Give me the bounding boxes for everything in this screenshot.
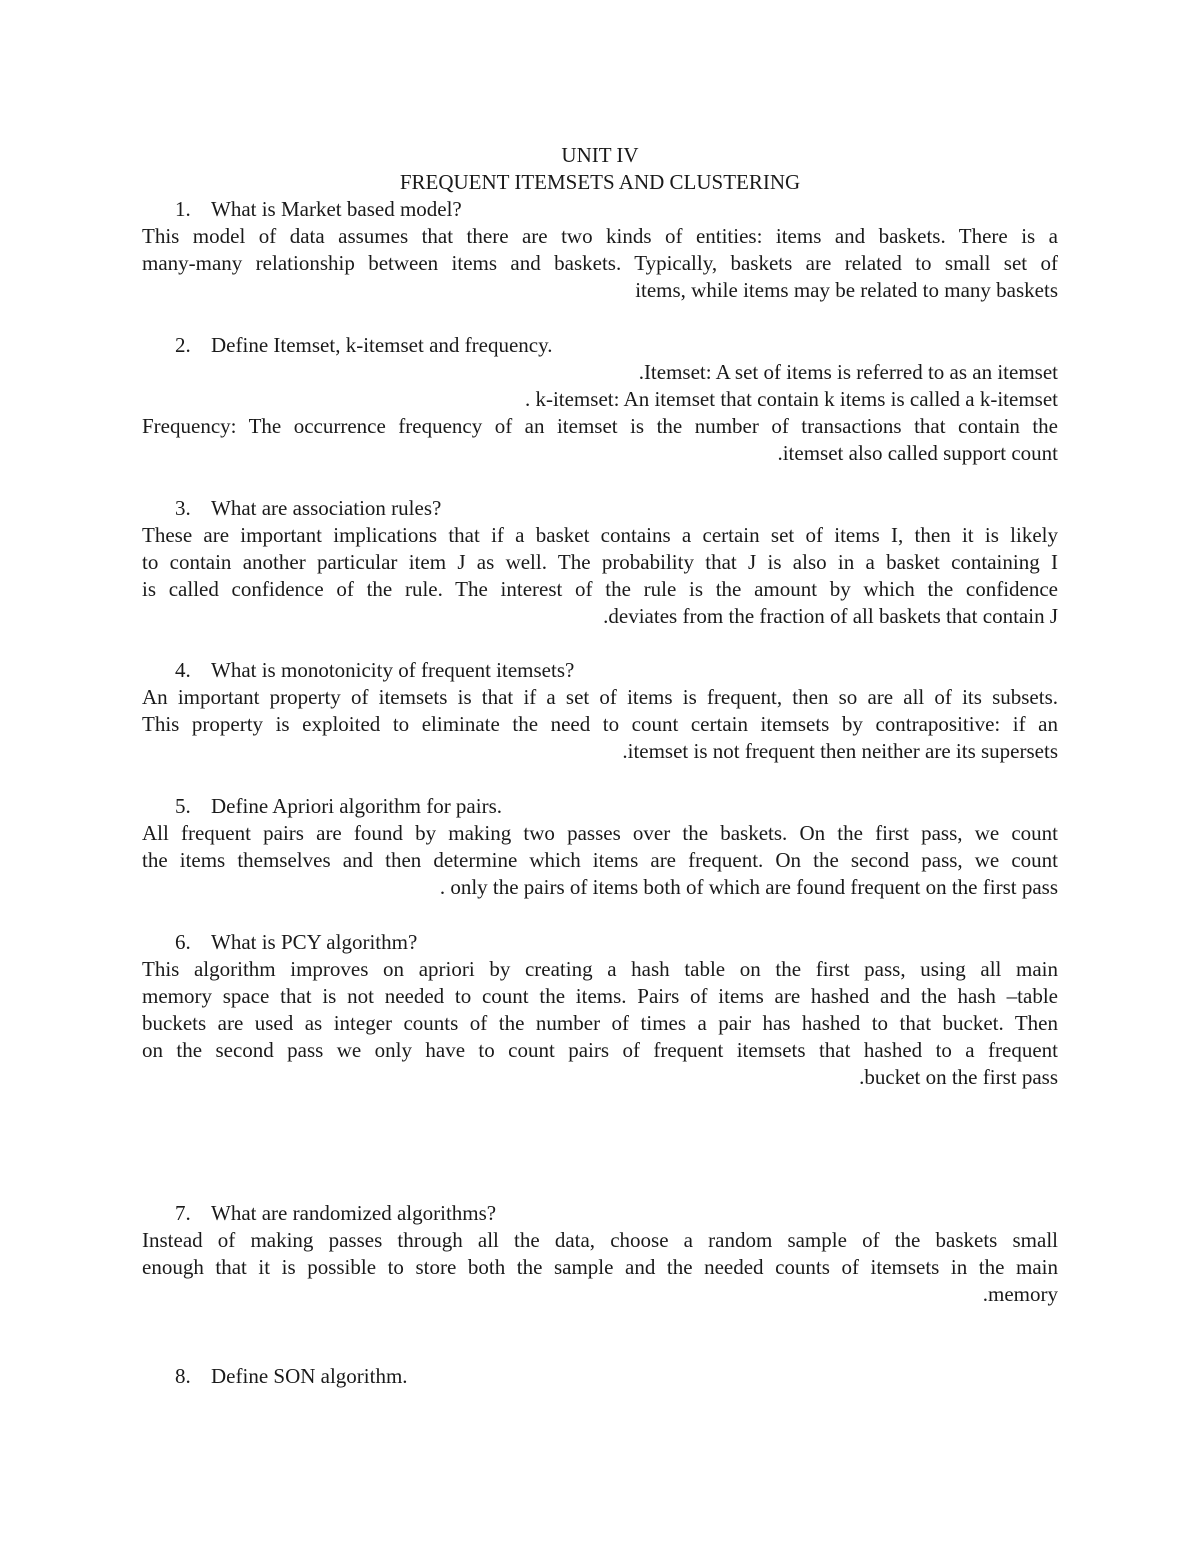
answer-line: . k-itemset: An itemset that contain k items is called a k-itemset xyxy=(524,387,1058,411)
question-2 xyxy=(175,332,553,359)
answer-line: All frequent pairs are found by making two passes over the baskets. On the first pass, we count xyxy=(142,821,1058,845)
answer-line: buckets are used as integer counts of the number of times a pair has hashed to that bucket. Then xyxy=(142,1011,1058,1035)
question-7 xyxy=(175,1200,496,1227)
answer-line: to contain another particular item J as well. The probability that J is also in a basket containing I xyxy=(142,550,1058,574)
answer-line: .bucket on the first pass xyxy=(859,1065,1058,1089)
question-number: 2. xyxy=(175,333,191,357)
question-text: What is monotonicity of frequent itemsets? xyxy=(211,658,575,682)
answer-line: .itemset also called support count xyxy=(777,441,1058,465)
answer-line: on the second pass we only have to count pairs of frequent itemsets that hashed to a frequent xyxy=(142,1038,1058,1062)
question-number: 3. xyxy=(175,496,191,520)
answer-line: items, while items may be related to many baskets xyxy=(635,278,1058,302)
answer-line: This model of data assumes that there are two kinds of entities: items and baskets. There is a xyxy=(142,224,1058,248)
question-text: What are association rules? xyxy=(211,496,442,520)
answer-line: memory space that is not needed to count the items. Pairs of items are hashed and the hash –table xyxy=(142,984,1058,1008)
question-number: 6. xyxy=(175,930,191,954)
unit-heading: UNIT IV xyxy=(561,143,639,167)
question-6 xyxy=(175,929,417,956)
answer-line: many-many relationship between items and baskets. Typically, baskets are related to small set of xyxy=(142,251,1058,275)
question-4 xyxy=(175,657,574,684)
question-3 xyxy=(175,495,441,522)
question-number: 5. xyxy=(175,794,191,818)
question-number: 7. xyxy=(175,1201,191,1225)
question-number: 4. xyxy=(175,658,191,682)
answer-line: Instead of making passes through all the data, choose a random sample of the baskets small xyxy=(142,1228,1058,1252)
answer-line: This algorithm improves on apriori by creating a hash table on the first pass, using all main xyxy=(142,957,1058,981)
answer-line: These are important implications that if a basket contains a certain set of items I, then it is likely xyxy=(142,523,1058,547)
answer-line: . only the pairs of items both of which are found frequent on the first pass xyxy=(439,875,1058,899)
answer-line: enough that it is possible to store both the sample and the needed counts of itemsets in the main xyxy=(142,1255,1058,1279)
question-text: What is PCY algorithm? xyxy=(211,930,418,954)
page-title: FREQUENT ITEMSETS AND CLUSTERING xyxy=(399,170,801,194)
answer-line: .deviates from the fraction of all baskets that contain J xyxy=(603,604,1058,628)
question-1 xyxy=(175,196,462,223)
question-text: Define SON algorithm. xyxy=(211,1364,408,1388)
answer-line: .Itemset: A set of items is referred to as an itemset xyxy=(638,360,1058,384)
answer-line: .memory xyxy=(982,1282,1058,1306)
question-text: Define Itemset, k-itemset and frequency. xyxy=(211,333,553,357)
question-text: What is Market based model? xyxy=(211,197,462,221)
question-text: What are randomized algorithms? xyxy=(211,1201,497,1225)
answer-line: This property is exploited to eliminate the need to count certain itemsets by contrapositive: if an xyxy=(142,712,1058,736)
question-5 xyxy=(175,793,502,820)
answer-line: is called confidence of the rule. The interest of the rule is the amount by which the confidence xyxy=(142,577,1058,601)
answer-line: An important property of itemsets is that if a set of items is frequent, then so are all of its subsets. xyxy=(142,685,1058,709)
question-8 xyxy=(175,1363,408,1390)
question-text: Define Apriori algorithm for pairs. xyxy=(211,794,503,818)
answer-line: .itemset is not frequent then neither are its supersets xyxy=(622,739,1058,763)
question-number: 8. xyxy=(175,1364,191,1388)
answer-line: Frequency: The occurrence frequency of an itemset is the number of transactions that contain the xyxy=(142,414,1058,438)
question-number: 1. xyxy=(175,197,191,221)
answer-line: the items themselves and then determine which items are frequent. On the second pass, we count xyxy=(142,848,1058,872)
